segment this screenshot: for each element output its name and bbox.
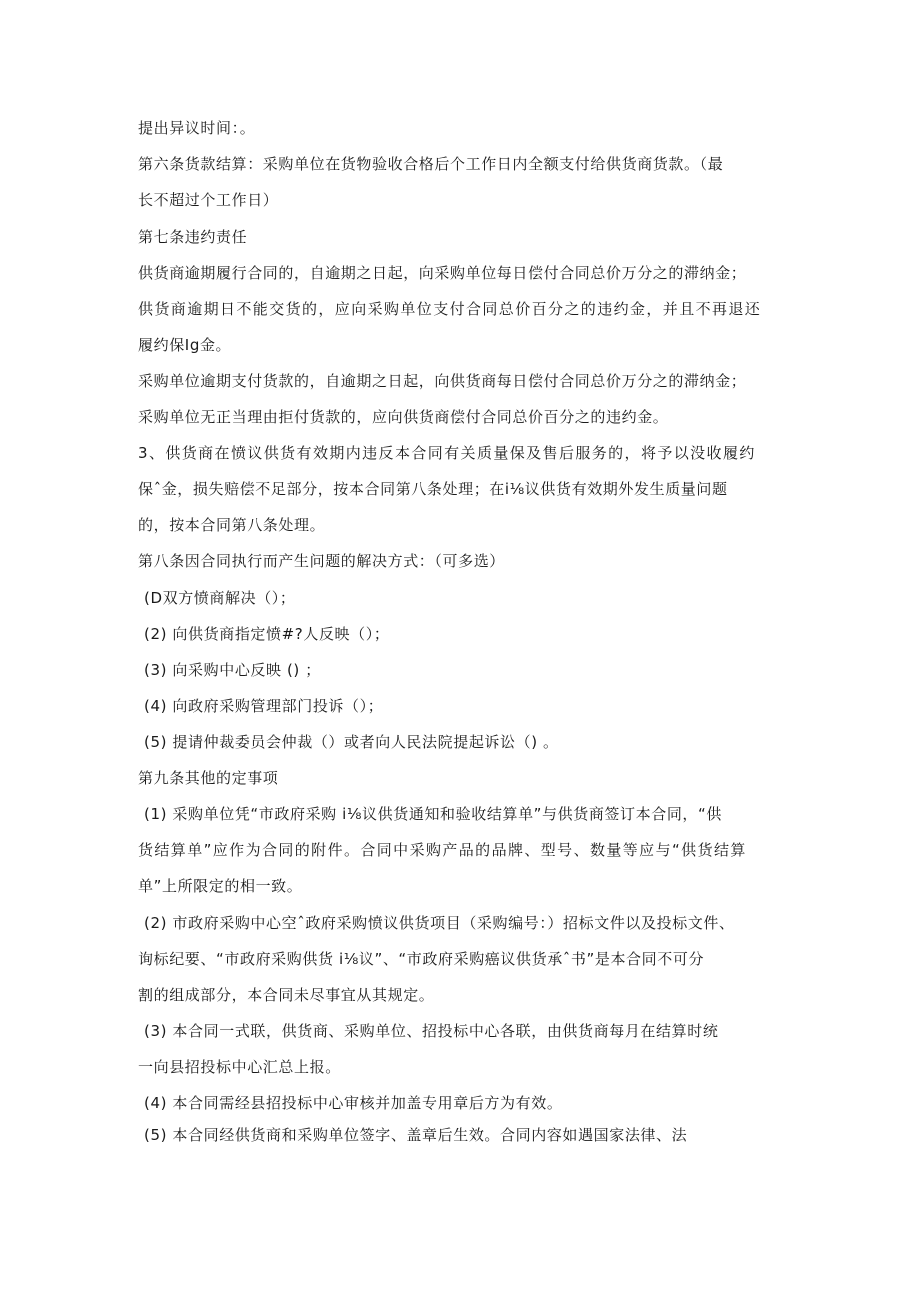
line-clause-3: 3、供货商在愤议供货有效期内违反本合同有关质量保及售后服务的，将予以没收履约: [138, 444, 756, 462]
line-article-6-limit: 长不超过个工作日）: [138, 191, 279, 209]
option-4: (4) 向政府采购管理部门投诉（）；: [144, 697, 384, 715]
line-clause-3-cont: 保ˆ金，损失赔偿不足部分，按本合同第八条处理；在i⅛议供货有效期外发生质量问题: [138, 480, 728, 498]
option-2: (2) 向供货商指定愤#?人反映（）；: [144, 625, 390, 643]
item-1-line-1: (1) 采购单位凭“市政府采购 i⅛议供货通知和验收结算单”与供货商签订本合同，“供: [144, 805, 723, 823]
line-buyer-late-fee: 采购单位逾期支付货款的，自逾期之日起，向供货商每日偿付合同总价万分之的滞纳金；: [138, 372, 747, 390]
item-5: (5) 本合同经供货商和采购单位签字、盖章后生效。合同内容如遇国家法律、法: [144, 1126, 688, 1144]
article-9-heading: 第九条其他的定事项: [138, 769, 279, 787]
item-3-line-1: (3) 本合同一式联，供货商、采购单位、招投标中心各联，由供货商每月在结算时统: [144, 1022, 719, 1040]
item-1-line-3: 单”上所限定的相一致。: [138, 877, 303, 895]
option-1: (D双方愤商解决（）；: [144, 589, 296, 607]
line-article-6-payment: 第六条货款结算：采购单位在货物验收合格后个工作日内全额支付给供货商货款。（最: [138, 155, 724, 173]
line-performance-bond: 履约保Ig金。: [138, 336, 232, 354]
article-7-heading: 第七条违约责任: [138, 228, 248, 246]
option-5: (5) 提请仲裁委员会仲裁（）或者向人民法院提起诉讼（) 。: [144, 733, 559, 751]
item-2-line-1: (2) 市政府采购中心空ˆ政府采购愤议供货项目（采购编号：）招标文件以及投标文件、: [144, 914, 735, 932]
article-8-heading: 第八条因合同执行而产生问题的解决方式：（可多选）: [138, 552, 505, 570]
item-4: (4) 本合同需经县招投标中心审核并加盖专用章后方为有效。: [144, 1094, 563, 1112]
item-3-line-2: 一向县招投标中心汇总上报。: [138, 1058, 341, 1076]
line-buyer-refusal-penalty: 采购单位无正当理由拒付货款的，应向供货商偿付合同总价百分之的违约金。: [138, 408, 669, 426]
item-1-line-2: 货结算单”应作为合同的附件。合同中采购产品的品牌、型号、数量等应与“供货结算: [138, 841, 747, 859]
option-3: (3) 向采购中心反映 () ；: [144, 661, 321, 679]
item-2-line-2: 询标纪要、“市政府采购供货 i⅛议”、“市政府采购癌议供货承ˆ书”是本合同不可分: [138, 950, 705, 968]
line-objection-time: 提出异议时间：。: [138, 119, 256, 137]
line-supplier-penalty: 供货商逾期日不能交货的，应向采购单位支付合同总价百分之的违约金，并且不再退还: [138, 300, 762, 318]
line-supplier-late-fee: 供货商逾期履行合同的，自逾期之日起，向采购单位每日偿付合同总价万分之的滞纳金；: [138, 264, 747, 282]
item-2-line-3: 割的组成部分，本合同未尽事宜从其规定。: [138, 986, 435, 1004]
line-clause-3-end: 的，按本合同第八条处理。: [138, 516, 326, 534]
